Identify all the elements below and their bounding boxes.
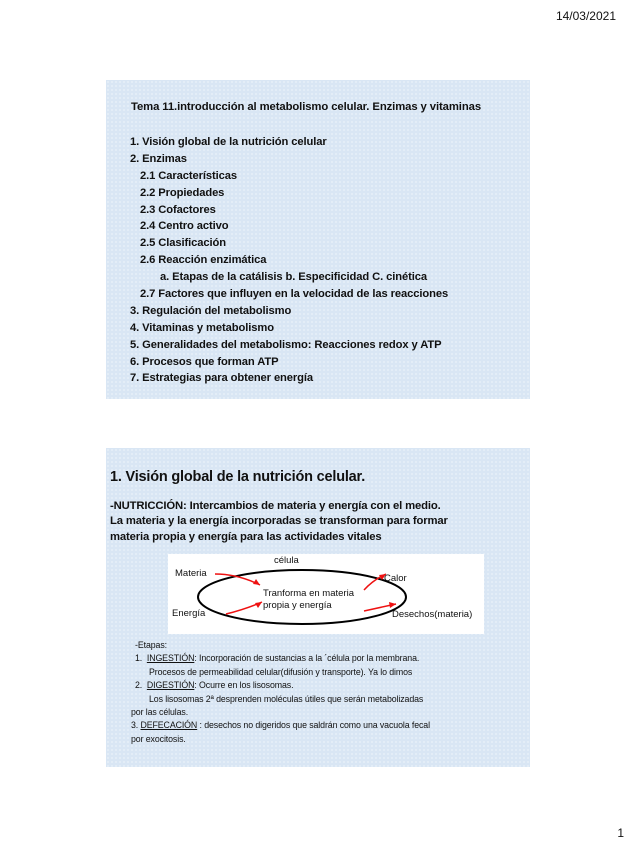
stage-name: DIGESTIÓN bbox=[146, 680, 195, 691]
stage-ingestion bbox=[135, 652, 430, 665]
toc-item: 5. Generalidades del metabolismo: Reacciones redox y ATP bbox=[130, 338, 442, 351]
stage-number: 3. bbox=[131, 720, 139, 731]
toc-item: 2.5 Clasificación bbox=[140, 237, 226, 250]
transform-label-1: Tranforma en materia bbox=[263, 588, 354, 599]
stage-defecation bbox=[131, 719, 430, 732]
stage-text: : Ocurre en los lisosomas. bbox=[194, 680, 294, 691]
cell-nutrition-diagram bbox=[168, 554, 484, 634]
stage-text-line: por exocitosis. bbox=[131, 733, 186, 744]
stage-text-line: Los lisosomas 2ª desprenden moléculas útiles que serán metabolizadas bbox=[149, 693, 424, 704]
cell-label: célula bbox=[274, 555, 299, 566]
stage-number: 1. bbox=[135, 653, 143, 664]
slide-1-title: Tema 11.introducción al metabolismo celular. Enzimas y vitaminas bbox=[131, 101, 481, 113]
toc-item: 4. Vitaminas y metabolismo bbox=[130, 321, 274, 334]
intro-line: La materia y la energía incorporadas se transforman para formar bbox=[110, 515, 448, 528]
stage-number: 2. bbox=[135, 680, 143, 691]
nutrition-definition bbox=[110, 499, 448, 545]
toc-item: 2.1 Características bbox=[140, 169, 237, 182]
stage-text: : Incorporación de sustancias a la ´célula por la membrana. bbox=[194, 653, 420, 664]
toc-item: 7. Estrategias para obtener energía bbox=[130, 372, 314, 385]
waste-label: Desechos(materia) bbox=[392, 609, 473, 620]
energy-label: Energía bbox=[172, 608, 206, 619]
slide-2-title: 1. Visión global de la nutrición celular. bbox=[110, 469, 366, 485]
toc-item: 6. Procesos que forman ATP bbox=[130, 355, 279, 368]
stages-heading: -Etapas: bbox=[135, 640, 167, 650]
page-number: 1 bbox=[617, 826, 624, 840]
toc-item: 2.2 Propiedades bbox=[140, 186, 225, 199]
heat-label: Calor bbox=[384, 573, 407, 584]
print-date: 14/03/2021 bbox=[555, 9, 616, 23]
stage-name: INGESTIÓN bbox=[146, 653, 195, 664]
stage-text: : desechos no digeridos que saldrán como una vacuola fecal bbox=[197, 720, 430, 731]
stage-digestion bbox=[135, 679, 430, 692]
toc-item: 2. Enzimas bbox=[130, 152, 187, 165]
stage-name: DEFECACIÓN bbox=[140, 720, 198, 731]
intro-line: materia propia y energía para las actividades vitales bbox=[110, 530, 382, 543]
toc-item: 2.7 Factores que influyen en la velocidad de las reacciones bbox=[140, 288, 449, 301]
slide-2-thumbnail bbox=[106, 448, 530, 767]
table-of-contents bbox=[130, 134, 448, 387]
toc-item: 2.4 Centro activo bbox=[140, 220, 229, 233]
toc-item: 3. Regulación del metabolismo bbox=[130, 304, 292, 317]
toc-item: a. Etapas de la catálisis b. Especificidad C. cinética bbox=[160, 271, 427, 284]
slide-1-thumbnail bbox=[106, 80, 530, 399]
transform-label-2: propia y energía bbox=[263, 600, 332, 611]
intro-line: -NUTRICCIÓN: Intercambios de materia y energía con el medio. bbox=[110, 500, 441, 512]
toc-item: 2.6 Reacción enzimática bbox=[140, 254, 267, 267]
matter-label: Materia bbox=[175, 568, 207, 579]
stage-text-line: por las células. bbox=[131, 707, 189, 718]
toc-item: 2.3 Cofactores bbox=[140, 203, 216, 216]
digestion-stages bbox=[131, 639, 430, 746]
toc-item: 1. Visión global de la nutrición celular bbox=[130, 136, 327, 148]
stage-text-line: Procesos de permeabilidad celular(difusión y transporte). Ya lo dimos bbox=[149, 666, 413, 677]
